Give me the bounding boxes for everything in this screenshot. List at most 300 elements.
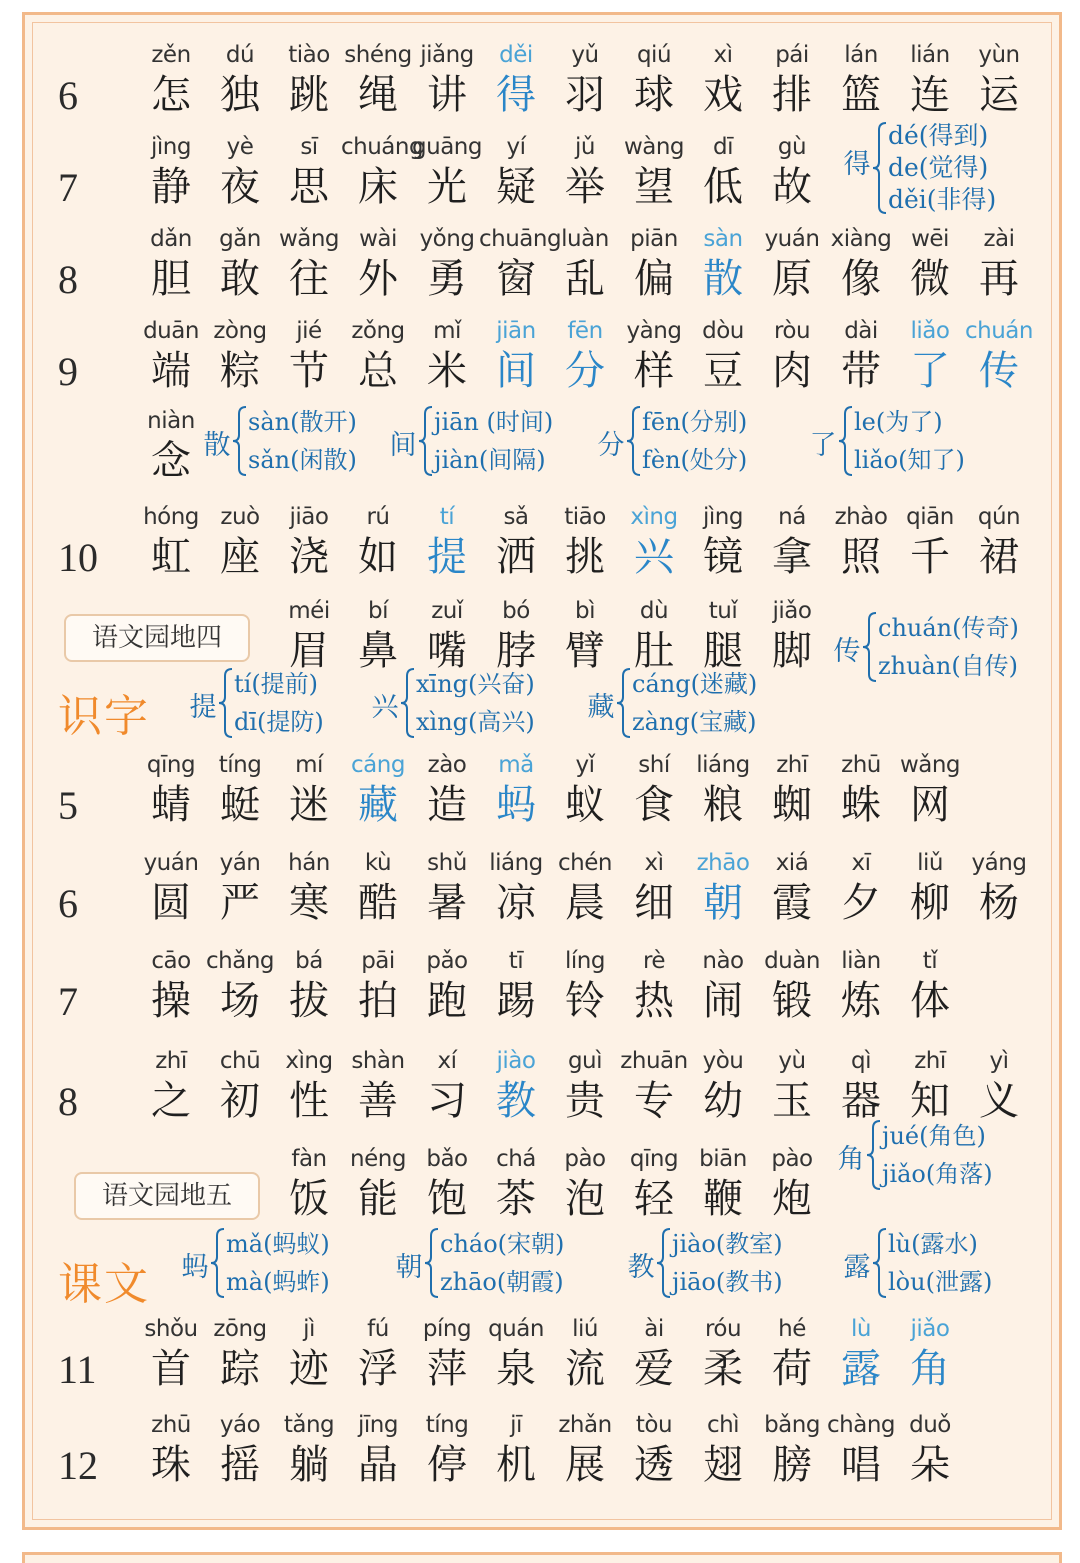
pinyin: jìng: [703, 504, 743, 530]
pinyin: dī: [713, 134, 733, 160]
hanzi: 兴: [634, 534, 674, 580]
char-cell: [755, 316, 829, 396]
pinyin: chàng: [827, 1412, 895, 1438]
polyphone-char: 了: [809, 430, 837, 461]
hanzi: 夜: [220, 164, 260, 210]
polyphone-reading: cáng(迷藏): [632, 670, 758, 698]
char-cell: [548, 1410, 622, 1490]
pinyin: zhǎn: [558, 1412, 612, 1438]
pinyin: jié: [296, 318, 322, 344]
char-cell: [755, 1410, 829, 1490]
char-cell: [479, 750, 553, 830]
pinyin: sī: [300, 134, 318, 160]
polyphone-reading: zhuàn(自传): [878, 652, 1019, 680]
char-cell: [548, 848, 622, 928]
char-cell: [617, 946, 691, 1026]
hanzi: 饱: [427, 1176, 467, 1222]
pinyin: lán: [844, 42, 878, 68]
hanzi: 朵: [910, 1442, 950, 1488]
hanzi: 首: [151, 1346, 191, 1392]
pinyin: nào: [702, 948, 744, 974]
char-cell: [203, 132, 277, 212]
hanzi: 露: [841, 1346, 881, 1392]
hanzi: 肉: [772, 348, 812, 394]
pinyin: yè: [226, 134, 254, 160]
char-cell: [686, 1144, 760, 1224]
char-cell: [617, 1046, 691, 1126]
char-row: [0, 40, 1080, 120]
char-cell: [341, 1314, 415, 1394]
pinyin: hóng: [143, 504, 199, 530]
polyphone-char: 教: [627, 1252, 655, 1283]
char-cell: [203, 40, 277, 120]
pinyin: tíng: [218, 752, 262, 778]
pinyin: jiào: [496, 1048, 536, 1074]
char-row: [0, 502, 1080, 582]
char-cell: [824, 946, 898, 1026]
hanzi: 蜓: [220, 782, 260, 828]
hanzi: 座: [220, 534, 260, 580]
pinyin: tíng: [425, 1412, 469, 1438]
polyphone-reading: zàng(宝藏): [632, 708, 757, 736]
pinyin: shàn: [351, 1048, 405, 1074]
char-cell: [410, 316, 484, 396]
pinyin: duǒ: [909, 1412, 951, 1438]
hanzi: 炮: [772, 1176, 812, 1222]
char-cell: [203, 502, 277, 582]
hanzi: 再: [979, 256, 1019, 302]
hanzi: 勇: [427, 256, 467, 302]
polyphone-reading: tí(提前): [234, 670, 319, 698]
hanzi: 鞭: [703, 1176, 743, 1222]
hanzi: 如: [358, 534, 398, 580]
brace-icon: [424, 1228, 440, 1298]
char-row: [0, 224, 1080, 304]
hanzi: 篮: [841, 72, 881, 118]
pinyin: tǐ: [922, 948, 938, 974]
polyphone-reading: jiàn(间隔): [434, 446, 546, 474]
hanzi: 跳: [289, 72, 329, 118]
pinyin: bí: [368, 598, 388, 624]
pinyin: rú: [366, 504, 390, 530]
pinyin: biān: [699, 1146, 747, 1172]
pinyin: lù: [851, 1316, 871, 1342]
pinyin: xiá: [775, 850, 809, 876]
pinyin: hé: [778, 1316, 806, 1342]
char-cell: [824, 224, 898, 304]
pinyin: wài: [359, 226, 397, 252]
char-cell: [272, 596, 346, 676]
char-cell: [272, 750, 346, 830]
hanzi: 踢: [496, 978, 536, 1024]
polyphone-char: 藏: [587, 692, 615, 723]
brace-icon: [418, 406, 434, 476]
hanzi: 凉: [496, 880, 536, 926]
hanzi: 细: [634, 880, 674, 926]
polyphone-char: 间: [389, 430, 417, 461]
char-cell: [272, 1144, 346, 1224]
polyphone-char: 兴: [371, 692, 399, 723]
char-cell: [755, 750, 829, 830]
hanzi: 热: [634, 978, 674, 1024]
hanzi: 分: [565, 348, 605, 394]
hanzi: 节: [289, 348, 329, 394]
pinyin: liáng: [489, 850, 543, 876]
hanzi: 粽: [220, 348, 260, 394]
hanzi: 微: [910, 256, 950, 302]
pinyin: zǒng: [351, 318, 405, 344]
brace-icon: [400, 668, 416, 738]
hanzi: 跑: [427, 978, 467, 1024]
char-cell: [341, 1046, 415, 1126]
pinyin: jiǎo: [772, 598, 812, 624]
pinyin: mí: [295, 752, 323, 778]
pinyin: tí: [439, 504, 455, 530]
char-cell: [479, 1410, 553, 1490]
pinyin: jīng: [358, 1412, 398, 1438]
hanzi: 传: [979, 348, 1019, 394]
pinyin: zhī: [155, 1048, 187, 1074]
lesson-number: 12: [58, 1443, 98, 1488]
polyphone-char: 传: [833, 636, 861, 667]
char-cell: [824, 750, 898, 830]
pinyin: fú: [367, 1316, 389, 1342]
char-cell: [341, 316, 415, 396]
pinyin: xī: [851, 850, 871, 876]
pinyin: chǎng: [206, 948, 274, 974]
char-cell: [755, 1314, 829, 1394]
hanzi: 寒: [289, 880, 329, 926]
char-cell: [686, 1410, 760, 1490]
pinyin: yán: [219, 850, 261, 876]
polyphone-reading: chuán(传奇): [878, 614, 1019, 642]
hanzi: 洒: [496, 534, 536, 580]
char-cell: [341, 502, 415, 582]
char-cell: [341, 750, 415, 830]
hanzi: 得: [496, 72, 536, 118]
char-cell: [479, 502, 553, 582]
hanzi: 体: [910, 978, 950, 1024]
char-cell: [272, 316, 346, 396]
char-cell: [617, 1410, 691, 1490]
pinyin: liǔ: [917, 850, 943, 876]
hanzi: 照: [841, 534, 881, 580]
char-cell: [479, 316, 553, 396]
brace-icon: [872, 1228, 888, 1298]
char-cell: [617, 1314, 691, 1394]
polyphone-reading: cháo(宋朝): [440, 1230, 565, 1258]
lesson-number: 6: [58, 881, 78, 926]
pinyin: shéng: [344, 42, 412, 68]
char-cell: [548, 750, 622, 830]
hanzi: 珠: [151, 1442, 191, 1488]
hanzi: 米: [427, 348, 467, 394]
char-row: [0, 946, 1080, 1026]
char-cell: [893, 1410, 967, 1490]
pinyin: yàng: [626, 318, 682, 344]
hanzi: 低: [703, 164, 743, 210]
pinyin: xí: [437, 1048, 457, 1074]
hanzi: 总: [358, 348, 398, 394]
pinyin: jì: [303, 1316, 315, 1342]
hanzi: 酷: [358, 880, 398, 926]
char-cell: [617, 848, 691, 928]
hanzi: 教: [496, 1078, 536, 1124]
pinyin: liáng: [696, 752, 750, 778]
char-cell: [548, 502, 622, 582]
pinyin: zhāo: [696, 850, 750, 876]
hanzi: 镜: [703, 534, 743, 580]
pinyin: yuán: [143, 850, 199, 876]
lesson-number: 11: [58, 1347, 97, 1392]
brace-icon: [872, 122, 888, 214]
hanzi: 乱: [565, 256, 605, 302]
pinyin: guāng: [412, 134, 482, 160]
char-cell: [134, 502, 208, 582]
char-cell: [272, 224, 346, 304]
char-cell: [893, 224, 967, 304]
char-cell: [686, 40, 760, 120]
char-cell: [410, 1144, 484, 1224]
pinyin: zuò: [220, 504, 260, 530]
char-cell: [548, 1046, 622, 1126]
char-cell: [341, 132, 424, 212]
pinyin: shǔ: [427, 850, 467, 876]
hanzi: 腿: [703, 628, 743, 674]
hanzi: 炼: [841, 978, 881, 1024]
char-cell: [203, 1314, 277, 1394]
polyphone-reading: de(觉得): [888, 153, 989, 182]
pinyin: fēn: [567, 318, 603, 344]
hanzi: 踪: [220, 1346, 260, 1392]
hanzi: 义: [979, 1078, 1019, 1124]
char-cell: [824, 316, 898, 396]
hanzi: 机: [496, 1442, 536, 1488]
hanzi: 蚁: [565, 782, 605, 828]
polyphone-reading: dī(提防): [234, 708, 324, 736]
hanzi: 停: [427, 1442, 467, 1488]
char-cell: [410, 1314, 484, 1394]
hanzi: 运: [979, 72, 1019, 118]
pinyin: qún: [977, 504, 1021, 530]
char-cell: [134, 316, 208, 396]
pinyin: hán: [288, 850, 330, 876]
hanzi: 球: [634, 72, 674, 118]
polyphone-char: 散: [203, 430, 231, 461]
hanzi: 柳: [910, 880, 950, 926]
polyphone-reading: jué(角色): [882, 1122, 986, 1150]
char-cell: [548, 224, 622, 304]
pinyin: duān: [143, 318, 199, 344]
pinyin: dú: [225, 42, 255, 68]
char-cell: [893, 750, 967, 830]
hanzi: 念: [151, 438, 191, 484]
hanzi: 绳: [358, 72, 398, 118]
char-cell: [341, 224, 415, 304]
char-cell: [824, 1410, 898, 1490]
pinyin: xì: [713, 42, 733, 68]
char-cell: [617, 132, 691, 212]
hanzi: 拔: [289, 978, 329, 1024]
section-box-garden5: 语文园地五: [74, 1172, 260, 1220]
brace-icon: [656, 1228, 672, 1298]
pinyin: liǎo: [910, 318, 950, 344]
section-title-kewen: 课文: [58, 1259, 150, 1310]
hanzi: 场: [220, 978, 260, 1024]
pinyin: mǐ: [433, 318, 461, 344]
hanzi: 怎: [151, 72, 191, 118]
char-cell: [893, 946, 967, 1026]
hanzi: 泉: [496, 1346, 536, 1392]
pinyin: shí: [638, 752, 670, 778]
pinyin: zhuān: [620, 1048, 688, 1074]
pinyin: shǒu: [144, 1316, 198, 1342]
polyphone-reading: liǎo(知了): [854, 446, 965, 474]
pinyin: qiú: [636, 42, 672, 68]
hanzi: 肚: [634, 628, 674, 674]
brace-icon: [616, 668, 632, 738]
hanzi: 原: [772, 256, 812, 302]
hanzi: 浇: [289, 534, 329, 580]
polyphone-char: 露: [843, 1252, 871, 1283]
hanzi: 严: [220, 880, 260, 926]
char-row: [0, 1314, 1080, 1394]
pinyin: yǒng: [419, 226, 475, 252]
section-box-garden4: 语文园地四: [64, 614, 250, 662]
pinyin: sǎ: [503, 504, 529, 530]
pinyin: mǎ: [498, 752, 534, 778]
hanzi: 提: [427, 534, 467, 580]
polyphone-reading: lòu(泄露): [888, 1268, 993, 1296]
pinyin: yù: [778, 1048, 806, 1074]
pinyin: piān: [630, 226, 678, 252]
char-cell: [893, 502, 967, 582]
pinyin: zhū: [841, 752, 881, 778]
pinyin: méi: [288, 598, 330, 624]
char-cell: [410, 40, 484, 120]
hanzi: 知: [910, 1078, 950, 1124]
hanzi: 翅: [703, 1442, 743, 1488]
char-cell: [686, 316, 760, 396]
char-cell: [824, 40, 898, 120]
hanzi: 闹: [703, 978, 743, 1024]
char-cell: [134, 1314, 208, 1394]
hanzi: 暑: [427, 880, 467, 926]
polyphone-reading: xìng(高兴): [416, 708, 535, 736]
brace-icon: [626, 406, 642, 476]
pinyin: xìng: [285, 1048, 333, 1074]
pinyin: rè: [642, 948, 666, 974]
char-cell: [617, 1144, 691, 1224]
pinyin: wēi: [911, 226, 949, 252]
char-cell: [410, 502, 484, 582]
pinyin: zào: [427, 752, 467, 778]
hanzi: 食: [634, 782, 674, 828]
hanzi: 晶: [358, 1442, 398, 1488]
polyphone-reading: jiān (时间): [434, 408, 554, 436]
hanzi: 拍: [358, 978, 398, 1024]
char-cell: [341, 1144, 415, 1224]
char-cell: [410, 132, 484, 212]
hanzi: 排: [772, 72, 812, 118]
hanzi: 外: [358, 256, 398, 302]
brace-icon: [862, 612, 878, 682]
hanzi: 操: [151, 978, 191, 1024]
hanzi: 静: [151, 164, 191, 210]
hanzi: 样: [634, 348, 674, 394]
hanzi: 粮: [703, 782, 743, 828]
pinyin: chū: [219, 1048, 261, 1074]
pinyin: jiǎo: [910, 1316, 950, 1342]
pinyin: yí: [506, 134, 526, 160]
char-cell: [134, 40, 208, 120]
char-cell: [617, 40, 691, 120]
char-cell: [272, 1046, 346, 1126]
char-cell: [755, 40, 829, 120]
char-cell: [755, 848, 829, 928]
pinyin: qiān: [906, 504, 954, 530]
hanzi: 流: [565, 1346, 605, 1392]
char-cell: [548, 40, 622, 120]
polyphone-reading: fèn(处分): [642, 446, 748, 474]
pinyin: wàng: [623, 134, 685, 160]
pinyin: tiāo: [564, 504, 606, 530]
hanzi: 茶: [496, 1176, 536, 1222]
pinyin: bǎo: [426, 1146, 468, 1172]
hanzi: 躺: [289, 1442, 329, 1488]
char-cell: [548, 1314, 622, 1394]
pinyin: ròu: [773, 318, 811, 344]
hanzi: 臂: [565, 628, 605, 674]
hanzi: 饭: [289, 1176, 329, 1222]
char-cell: [962, 40, 1036, 120]
hanzi: 萍: [427, 1346, 467, 1392]
char-cell: [479, 224, 562, 304]
char-cell: [548, 596, 622, 676]
pinyin: róu: [704, 1316, 742, 1342]
pinyin: dòu: [702, 318, 744, 344]
lesson-number: 9: [58, 349, 78, 394]
char-row: [0, 848, 1080, 928]
pinyin: dài: [844, 318, 878, 344]
polyphone-reading: jiào(教室): [672, 1230, 783, 1258]
hanzi: 散: [703, 256, 743, 302]
pinyin: niàn: [147, 408, 195, 434]
polyphone-reading: zhāo(朝霞): [440, 1268, 564, 1296]
pinyin: bá: [295, 948, 323, 974]
pinyin: yòu: [702, 1048, 744, 1074]
hanzi: 藏: [358, 782, 398, 828]
char-cell: [203, 224, 277, 304]
pinyin: zhào: [834, 504, 888, 530]
char-cell: [893, 40, 967, 120]
char-cell: [686, 1046, 760, 1126]
char-cell: [203, 1410, 277, 1490]
pinyin: zài: [983, 226, 1015, 252]
char-cell: [755, 1144, 829, 1224]
char-row: [0, 1410, 1080, 1490]
lesson-number: 5: [58, 783, 78, 828]
char-cell: [203, 1046, 277, 1126]
char-cell: [824, 1046, 898, 1126]
hanzi: 光: [427, 164, 467, 210]
brace-icon: [210, 1228, 226, 1298]
pinyin: pái: [775, 42, 809, 68]
hanzi: 膀: [772, 1442, 812, 1488]
hanzi: 了: [910, 348, 950, 394]
char-cell: [134, 406, 208, 486]
brace-icon: [232, 406, 248, 476]
